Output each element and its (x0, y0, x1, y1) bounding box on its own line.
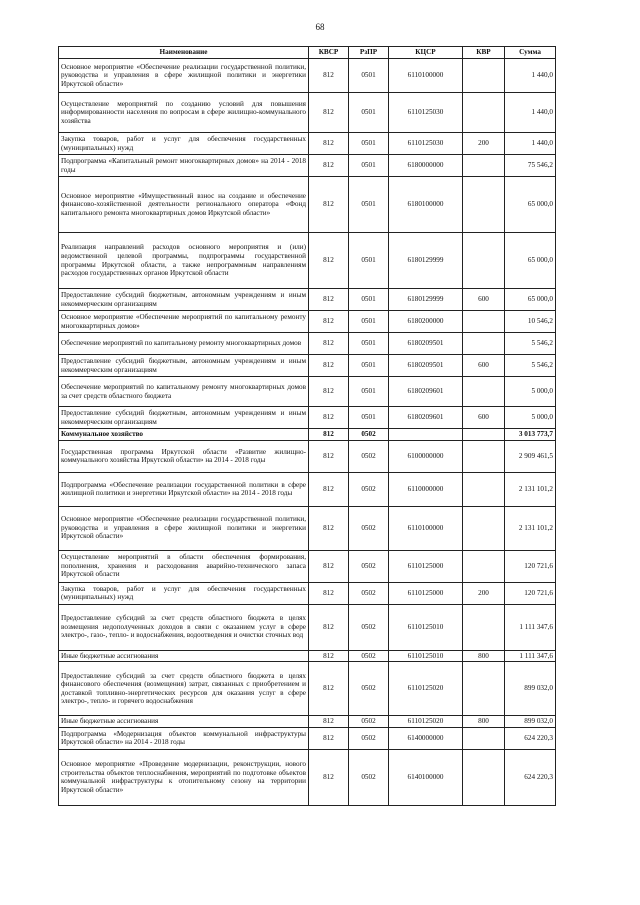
row-name-cell: Коммунальное хозяйство (59, 429, 309, 441)
row-name-cell: Подпрограмма «Модернизация объектов коммунальной инфраструктуры Иркутской области» на 2014 - 2018 годы (59, 727, 309, 749)
row-name-cell: Обеспечение мероприятий по капитальному ремонту многоквартирных домов за счет средств областного бюджета (59, 377, 309, 407)
row-kvsr-cell: 812 (309, 472, 349, 506)
row-name-cell: Реализация направлений расходов основного мероприятия и (или) ведомственной целевой программы, подпрограммы государственной программы Иркутской области, а также непрограммным направлениям расходов государственных органов Иркутской области (59, 233, 309, 289)
row-sum-cell: 2 909 461,5 (505, 440, 556, 472)
row-kvsr-cell: 812 (309, 727, 349, 749)
row-name-cell: Основное мероприятие «Имущественный взнос на создание и обеспечение финансово-хозяйственной деятельности регионального оператора «Фонд капитального ремонта многоквартирных домов Иркутской области» (59, 177, 309, 233)
row-sum-cell: 1 440,0 (505, 59, 556, 93)
row-rzpr-cell: 0501 (349, 233, 389, 289)
row-kvr-cell (463, 333, 505, 355)
row-kcsr-cell: 6180129999 (389, 289, 463, 311)
row-rzpr-cell: 0501 (349, 93, 389, 133)
row-name-cell: Предоставление субсидий бюджетным, автономным учреждениям и иным некоммерческим организациям (59, 289, 309, 311)
row-kcsr-cell: 6110000000 (389, 472, 463, 506)
row-kvsr-cell: 812 (309, 662, 349, 716)
row-rzpr-cell: 0502 (349, 440, 389, 472)
row-rzpr-cell: 0501 (349, 289, 389, 311)
row-rzpr-cell: 0501 (349, 155, 389, 177)
header-name: Наименование (59, 47, 309, 59)
row-sum-cell: 65 000,0 (505, 289, 556, 311)
row-sum-cell: 1 111 347,6 (505, 650, 556, 662)
row-kcsr-cell: 6180209501 (389, 355, 463, 377)
row-kvr-cell (463, 550, 505, 582)
row-kvr-cell (463, 472, 505, 506)
row-kvr-cell (463, 440, 505, 472)
table-row (59, 233, 556, 289)
row-name-cell: Осуществление мероприятий в области обеспечения формирования, пополнения, хранения и расходования аварийно-технического запаса Иркутской области (59, 550, 309, 582)
row-kvr-cell (463, 377, 505, 407)
row-name-cell: Осуществление мероприятий по созданию условий для повышения информированности населения по вопросам в сфере жилищно-коммунального хозяйства (59, 93, 309, 133)
row-sum-cell: 5 546,2 (505, 333, 556, 355)
row-kvsr-cell: 812 (309, 749, 349, 805)
row-kvr-cell (463, 727, 505, 749)
row-rzpr-cell: 0502 (349, 650, 389, 662)
row-kvsr-cell: 812 (309, 289, 349, 311)
row-name-cell: Закупка товаров, работ и услуг для обеспечения государственных (муниципальных) нужд (59, 133, 309, 155)
row-rzpr-cell: 0502 (349, 550, 389, 582)
row-kvr-cell (463, 506, 505, 550)
table-row (59, 177, 556, 233)
row-kcsr-cell: 6140000000 (389, 727, 463, 749)
table-row (59, 749, 556, 805)
row-rzpr-cell: 0501 (349, 355, 389, 377)
row-rzpr-cell: 0502 (349, 429, 389, 441)
row-kvsr-cell: 812 (309, 407, 349, 429)
row-name-cell: Предоставление субсидий за счет средств областного бюджета в целях финансового обеспечения (возмещения) затрат, связанных с приобретением и доставкой топливно-энергетических ресурсов для оказания услуг в сфере электро-, тепло- и горячего водоснабжения (59, 662, 309, 716)
row-rzpr-cell: 0502 (349, 662, 389, 716)
row-kcsr-cell: 6110100000 (389, 506, 463, 550)
row-sum-cell: 65 000,0 (505, 177, 556, 233)
row-kvr-cell (463, 749, 505, 805)
row-kvsr-cell: 812 (309, 155, 349, 177)
table-row (59, 311, 556, 333)
row-kcsr-cell: 6110125000 (389, 550, 463, 582)
table-row (59, 472, 556, 506)
row-name-cell: Предоставление субсидий бюджетным, автономным учреждениям и иным некоммерческим организациям (59, 407, 309, 429)
row-kvr-cell (463, 155, 505, 177)
row-sum-cell: 5 546,2 (505, 355, 556, 377)
row-sum-cell: 120 721,6 (505, 582, 556, 604)
row-kvsr-cell: 812 (309, 133, 349, 155)
table-row (59, 355, 556, 377)
row-sum-cell: 75 546,2 (505, 155, 556, 177)
row-sum-cell: 65 000,0 (505, 233, 556, 289)
row-rzpr-cell: 0502 (349, 749, 389, 805)
row-kvr-cell (463, 311, 505, 333)
row-kvr-cell (463, 604, 505, 650)
table-row (59, 93, 556, 133)
table-row (59, 716, 556, 728)
table-row (59, 59, 556, 93)
table-row (59, 333, 556, 355)
row-kvsr-cell: 812 (309, 506, 349, 550)
row-kvsr-cell: 812 (309, 355, 349, 377)
row-kcsr-cell: 6180129999 (389, 233, 463, 289)
table-row (59, 727, 556, 749)
row-name-cell: Закупка товаров, работ и услуг для обеспечения государственных (муниципальных) нужд (59, 582, 309, 604)
row-kvr-cell: 600 (463, 289, 505, 311)
table-row (59, 506, 556, 550)
row-name-cell: Предоставление субсидий за счет средств областного бюджета в целях возмещения недополученных доходов в связи с оказанием услуг в сфере электро-, газо-, тепло- и водоснабжения, водоотведения и очистки сточных вод (59, 604, 309, 650)
row-sum-cell: 899 032,0 (505, 716, 556, 728)
header-kvsr: КВСР (309, 47, 349, 59)
row-kcsr-cell: 6110125030 (389, 93, 463, 133)
row-rzpr-cell: 0501 (349, 133, 389, 155)
table-row (59, 377, 556, 407)
row-kcsr-cell: 6110125020 (389, 716, 463, 728)
row-name-cell: Основное мероприятие «Проведение модернизации, реконструкции, нового строительства объектов теплоснабжения, мероприятий по подготовке объектов коммунальной инфраструктуры к отопительному сезону на территории Иркутской области» (59, 749, 309, 805)
row-name-cell: Предоставление субсидий бюджетным, автономным учреждениям и иным некоммерческим организациям (59, 355, 309, 377)
row-kvr-cell (463, 429, 505, 441)
row-kcsr-cell: 6110125030 (389, 133, 463, 155)
row-kvsr-cell: 812 (309, 93, 349, 133)
row-kcsr-cell: 6100000000 (389, 440, 463, 472)
row-rzpr-cell: 0501 (349, 333, 389, 355)
table-row (59, 407, 556, 429)
row-kvr-cell (463, 177, 505, 233)
row-kvsr-cell: 812 (309, 582, 349, 604)
row-kvr-cell: 800 (463, 716, 505, 728)
row-rzpr-cell: 0502 (349, 582, 389, 604)
row-sum-cell: 120 721,6 (505, 550, 556, 582)
table-body (59, 59, 556, 806)
row-kvr-cell: 200 (463, 133, 505, 155)
row-name-cell: Основное мероприятие «Обеспечение мероприятий по капитальному ремонту многоквартирных домов» (59, 311, 309, 333)
table-row (59, 429, 556, 441)
row-kcsr-cell: 6180209601 (389, 377, 463, 407)
row-kcsr-cell: 6140100000 (389, 749, 463, 805)
row-kvsr-cell: 812 (309, 377, 349, 407)
row-kvr-cell: 800 (463, 650, 505, 662)
row-kcsr-cell: 6180209601 (389, 407, 463, 429)
row-sum-cell: 2 131 101,2 (505, 506, 556, 550)
row-name-cell: Подпрограмма «Капитальный ремонт многоквартирных домов» на 2014 - 2018 годы (59, 155, 309, 177)
row-rzpr-cell: 0501 (349, 59, 389, 93)
row-sum-cell: 1 111 347,6 (505, 604, 556, 650)
header-sum: Сумма (505, 47, 556, 59)
row-rzpr-cell: 0501 (349, 311, 389, 333)
row-name-cell: Иные бюджетные ассигнования (59, 716, 309, 728)
table-row (59, 604, 556, 650)
row-name-cell: Основное мероприятие «Обеспечение реализации государственной политики, руководства и управления в сфере жилищной политики и энергетики Иркутской области» (59, 59, 309, 93)
row-kvsr-cell: 812 (309, 177, 349, 233)
table-row (59, 133, 556, 155)
header-rzpr: РзПР (349, 47, 389, 59)
row-kcsr-cell: 6110125020 (389, 662, 463, 716)
row-kvsr-cell: 812 (309, 716, 349, 728)
table-row (59, 550, 556, 582)
row-rzpr-cell: 0501 (349, 407, 389, 429)
row-rzpr-cell: 0502 (349, 727, 389, 749)
row-kcsr-cell: 6110125000 (389, 582, 463, 604)
table-row (59, 440, 556, 472)
row-rzpr-cell: 0502 (349, 472, 389, 506)
row-sum-cell: 5 000,0 (505, 377, 556, 407)
row-sum-cell: 2 131 101,2 (505, 472, 556, 506)
row-kcsr-cell: 6180209501 (389, 333, 463, 355)
row-kvsr-cell: 812 (309, 440, 349, 472)
row-rzpr-cell: 0502 (349, 604, 389, 650)
row-sum-cell: 1 440,0 (505, 93, 556, 133)
row-rzpr-cell: 0501 (349, 177, 389, 233)
row-kvr-cell: 600 (463, 355, 505, 377)
row-kvsr-cell: 812 (309, 550, 349, 582)
row-kcsr-cell: 6180100000 (389, 177, 463, 233)
row-kcsr-cell: 6110100000 (389, 59, 463, 93)
row-sum-cell: 1 440,0 (505, 133, 556, 155)
row-kvsr-cell: 812 (309, 333, 349, 355)
row-name-cell: Иные бюджетные ассигнования (59, 650, 309, 662)
row-kcsr-cell: 6110125010 (389, 604, 463, 650)
row-name-cell: Обеспечение мероприятий по капитальному ремонту многоквартирных домов (59, 333, 309, 355)
row-kvsr-cell: 812 (309, 650, 349, 662)
row-kvsr-cell: 812 (309, 59, 349, 93)
row-kvr-cell (463, 93, 505, 133)
row-kvr-cell: 200 (463, 582, 505, 604)
row-kvsr-cell: 812 (309, 311, 349, 333)
row-name-cell: Подпрограмма «Обеспечение реализации государственной политики в сфере жилищной политики и энергетики Иркутской области» на 2014 - 2018 годы (59, 472, 309, 506)
row-sum-cell: 624 220,3 (505, 749, 556, 805)
table-header-row (59, 47, 556, 59)
header-kcsr: КЦСР (389, 47, 463, 59)
row-kvr-cell (463, 662, 505, 716)
row-kvsr-cell: 812 (309, 233, 349, 289)
table-row (59, 662, 556, 716)
row-rzpr-cell: 0501 (349, 377, 389, 407)
row-kcsr-cell: 6180000000 (389, 155, 463, 177)
row-sum-cell: 624 220,3 (505, 727, 556, 749)
row-name-cell: Государственная программа Иркутской области «Развитие жилищно-коммунального хозяйства Иркутской области» на 2014 - 2018 годы (59, 440, 309, 472)
table-row (59, 155, 556, 177)
row-sum-cell: 899 032,0 (505, 662, 556, 716)
row-sum-cell: 5 000,0 (505, 407, 556, 429)
row-kcsr-cell: 6110125010 (389, 650, 463, 662)
budget-table (58, 46, 556, 806)
row-sum-cell: 10 546,2 (505, 311, 556, 333)
row-rzpr-cell: 0502 (349, 506, 389, 550)
row-kcsr-cell: 6180200000 (389, 311, 463, 333)
table-row (59, 650, 556, 662)
row-name-cell: Основное мероприятие «Обеспечение реализации государственной политики, руководства и управления в сфере жилищной политики и энергетики Иркутской области» (59, 506, 309, 550)
table-row (59, 582, 556, 604)
row-kvsr-cell: 812 (309, 604, 349, 650)
row-kcsr-cell (389, 429, 463, 441)
row-kvsr-cell: 812 (309, 429, 349, 441)
page-number: 68 (315, 22, 325, 32)
row-kvr-cell: 600 (463, 407, 505, 429)
row-kvr-cell (463, 59, 505, 93)
row-rzpr-cell: 0502 (349, 716, 389, 728)
header-kvr: КВР (463, 47, 505, 59)
row-sum-cell: 3 013 773,7 (505, 429, 556, 441)
row-kvr-cell (463, 233, 505, 289)
table-row (59, 289, 556, 311)
